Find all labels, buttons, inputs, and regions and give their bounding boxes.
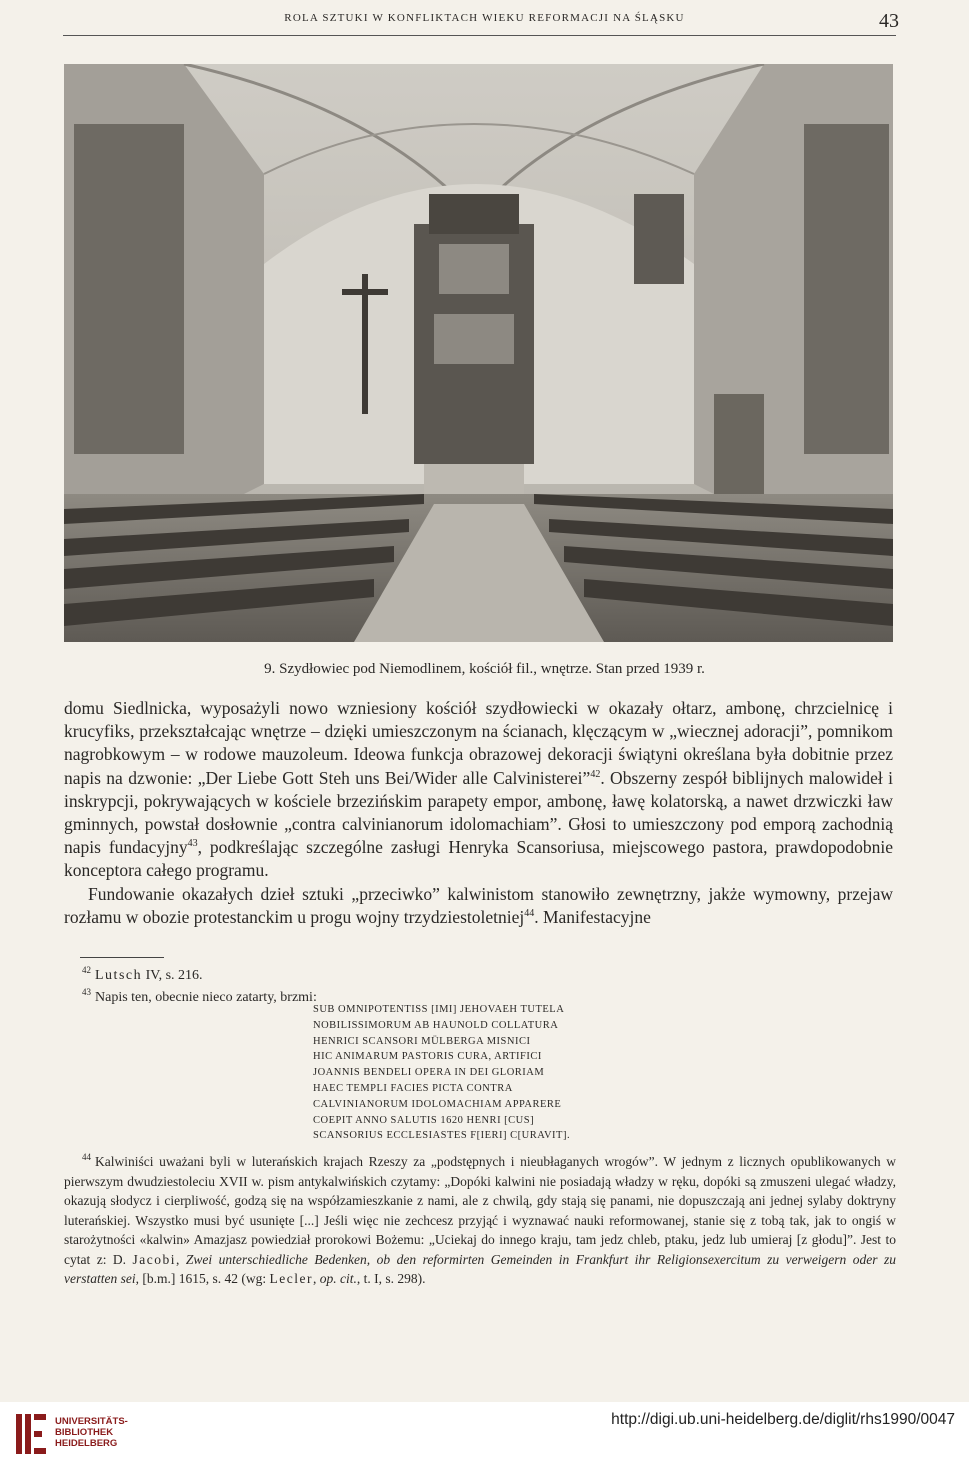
inscription-line: HIC ANIMARUM PASTORIS CURA, ARTIFICI <box>313 1051 542 1063</box>
footnote-ref-43[interactable]: 43 <box>187 838 198 850</box>
inscription-line: CALVINIANORUM IDOLOMACHIAM APPARERE <box>313 1098 562 1110</box>
digitization-footer <box>0 1402 969 1471</box>
paragraph-2: Fundowanie okazałych dzieł sztuki „przeciwko” kalwinistom stanowiło zewnętrzny, jakże wymowny, przejaw rozłamu w obozie protestanckim u progu wojny trzydziestoletniej$^{44}$. Manifestacyjne <box>64 883 893 927</box>
footnote-44: $^{44}$ Kalwiniści uważani byli w luterańskich krajach Rzeszy za „podstępnych i nieubłaganych wrogów”. W jednym z licznych opublikowanych w pierwszym dwudziestoleciu XVII w. pism antykalwińskich czytamy: „Dopóki kalwini nie posiadają władzy w ręku, dopóki są zmuszeni ulegać władzy, okazują słodycz i cierpliwość, godzą się na współzamieszkanie z nami, ale z chwilą, gdy stają się panami, nie dopuszczają ani jednej sylaby doktryny luterańskiej. Wszystko musi być usunięte [...] Jeśli więc nie zechcesz przyjąć i wyznawać nauki reformowanej, stanie się z tobą tak, jak to ongiś w starożytności «kalwin» Amazjasz powiedział prorokowi Bożemu: „Uciekaj do innego kraju, tam jedz chleb, ptaku, jedz lub umieraj [z głodu]”. Jest to cytat z: D. Jacobi, Zwei unterschiedliche Bedenken, ob den reformirten Gemeinden in Frankfurt ihr Religionsexercitum zu verweigern oder zu verstatten sei, [b.m.] 1615, s. 42 (wg: Lecler, op. cit., t. I, s. 298). <box>64 1152 897 1286</box>
footnote-42: $^{42}$ Lutsch IV, s. 216. <box>82 965 203 983</box>
footnote-ref-42[interactable]: 42 <box>590 768 601 780</box>
inscription-line: SUB OMNIPOTENTISS [IMI] JEHOVAEH TUTELA <box>313 1004 565 1015</box>
library-name: UNIVERSITÄTS- BIBLIOTHEK HEIDELBERG <box>55 1416 128 1449</box>
church-interior-photo <box>64 64 893 642</box>
inscription-block <box>313 1002 613 1144</box>
source-url-link[interactable]: http://digi.ub.uni-heidelberg.de/diglit/rhs1990/0047 <box>611 1411 955 1428</box>
library-logo-icon[interactable] <box>14 1412 48 1461</box>
running-header: ROLA SZTUKI W KONFLIKTACH WIEKU REFORMACJI NA ŚLĄSKU <box>284 12 685 24</box>
inscription-line: NOBILISSIMORUM AB HAUNOLD COLLATURA <box>313 1019 559 1031</box>
inscription-line: COEPIT ANNO SALUTIS 1620 HENRI [CUS] <box>313 1114 535 1126</box>
inscription-line: SCANSORIUS ECCLESIASTES F[IERI] C[URAVIT]. <box>313 1130 571 1142</box>
figure-caption: 9. Szydłowiec pod Niemodlinem, kościół fil., wnętrze. Stan przed 1939 r. <box>264 661 705 677</box>
footnote-rule <box>80 957 164 958</box>
church-interior-illustration <box>64 64 893 642</box>
main-text <box>64 697 893 929</box>
inscription-line: HAEC TEMPLI FACIES PICTA CONTRA <box>313 1082 513 1094</box>
header-rule <box>63 35 896 36</box>
page-number: 43 <box>879 10 899 32</box>
paragraph-1: domu Siedlnicka, wyposażyli nowo wzniesiony kościół szydłowiecki w okazały ołtarz, ambonę, chrzcielnicę i krucyfiks, przekształcając wnętrze – dzięki umieszczonym na ścianach, klęczącym w „wiecznej adoracji”, pomnikom nagrobkowym – w rodowe mauzoleum. Ideowa funkcja obrazowej dekoracji świątyni określana była dobitnie przez napis na dzwonie: „Der Liebe Gott Steh uns Bei/Wider alle Calvinisterei”$^{42}$. Obszerny zespół biblijnych malowideł i inskrypcji, pokrywających w kościele brzezińskim parapety empor, ambonę, ławę kolatorską, a nawet drzwiczki ław gminnych, powstał dosłownie „contra calvinianorum idolomachiam”. Głosi to umieszczony pod emporą zachodnią napis fundacyjny$^{43}$, podkreślając szczególne zasługi Henryka Scansoriusa, miejscowego pastora, prawdopodobnie konceptora całego programu. <box>64 698 893 881</box>
inscription-line: HENRICI SCANSORI MÜLBERGA MISNICI <box>313 1035 531 1047</box>
inscription-line: JOANNIS BENDELI OPERA IN DEI GLORIAM <box>313 1067 545 1079</box>
footnote-ref-44[interactable]: 44 <box>524 907 535 919</box>
footnote-43: $^{43}$ Napis ten, obecnie nieco zatarty, brzmi: <box>82 987 317 1005</box>
